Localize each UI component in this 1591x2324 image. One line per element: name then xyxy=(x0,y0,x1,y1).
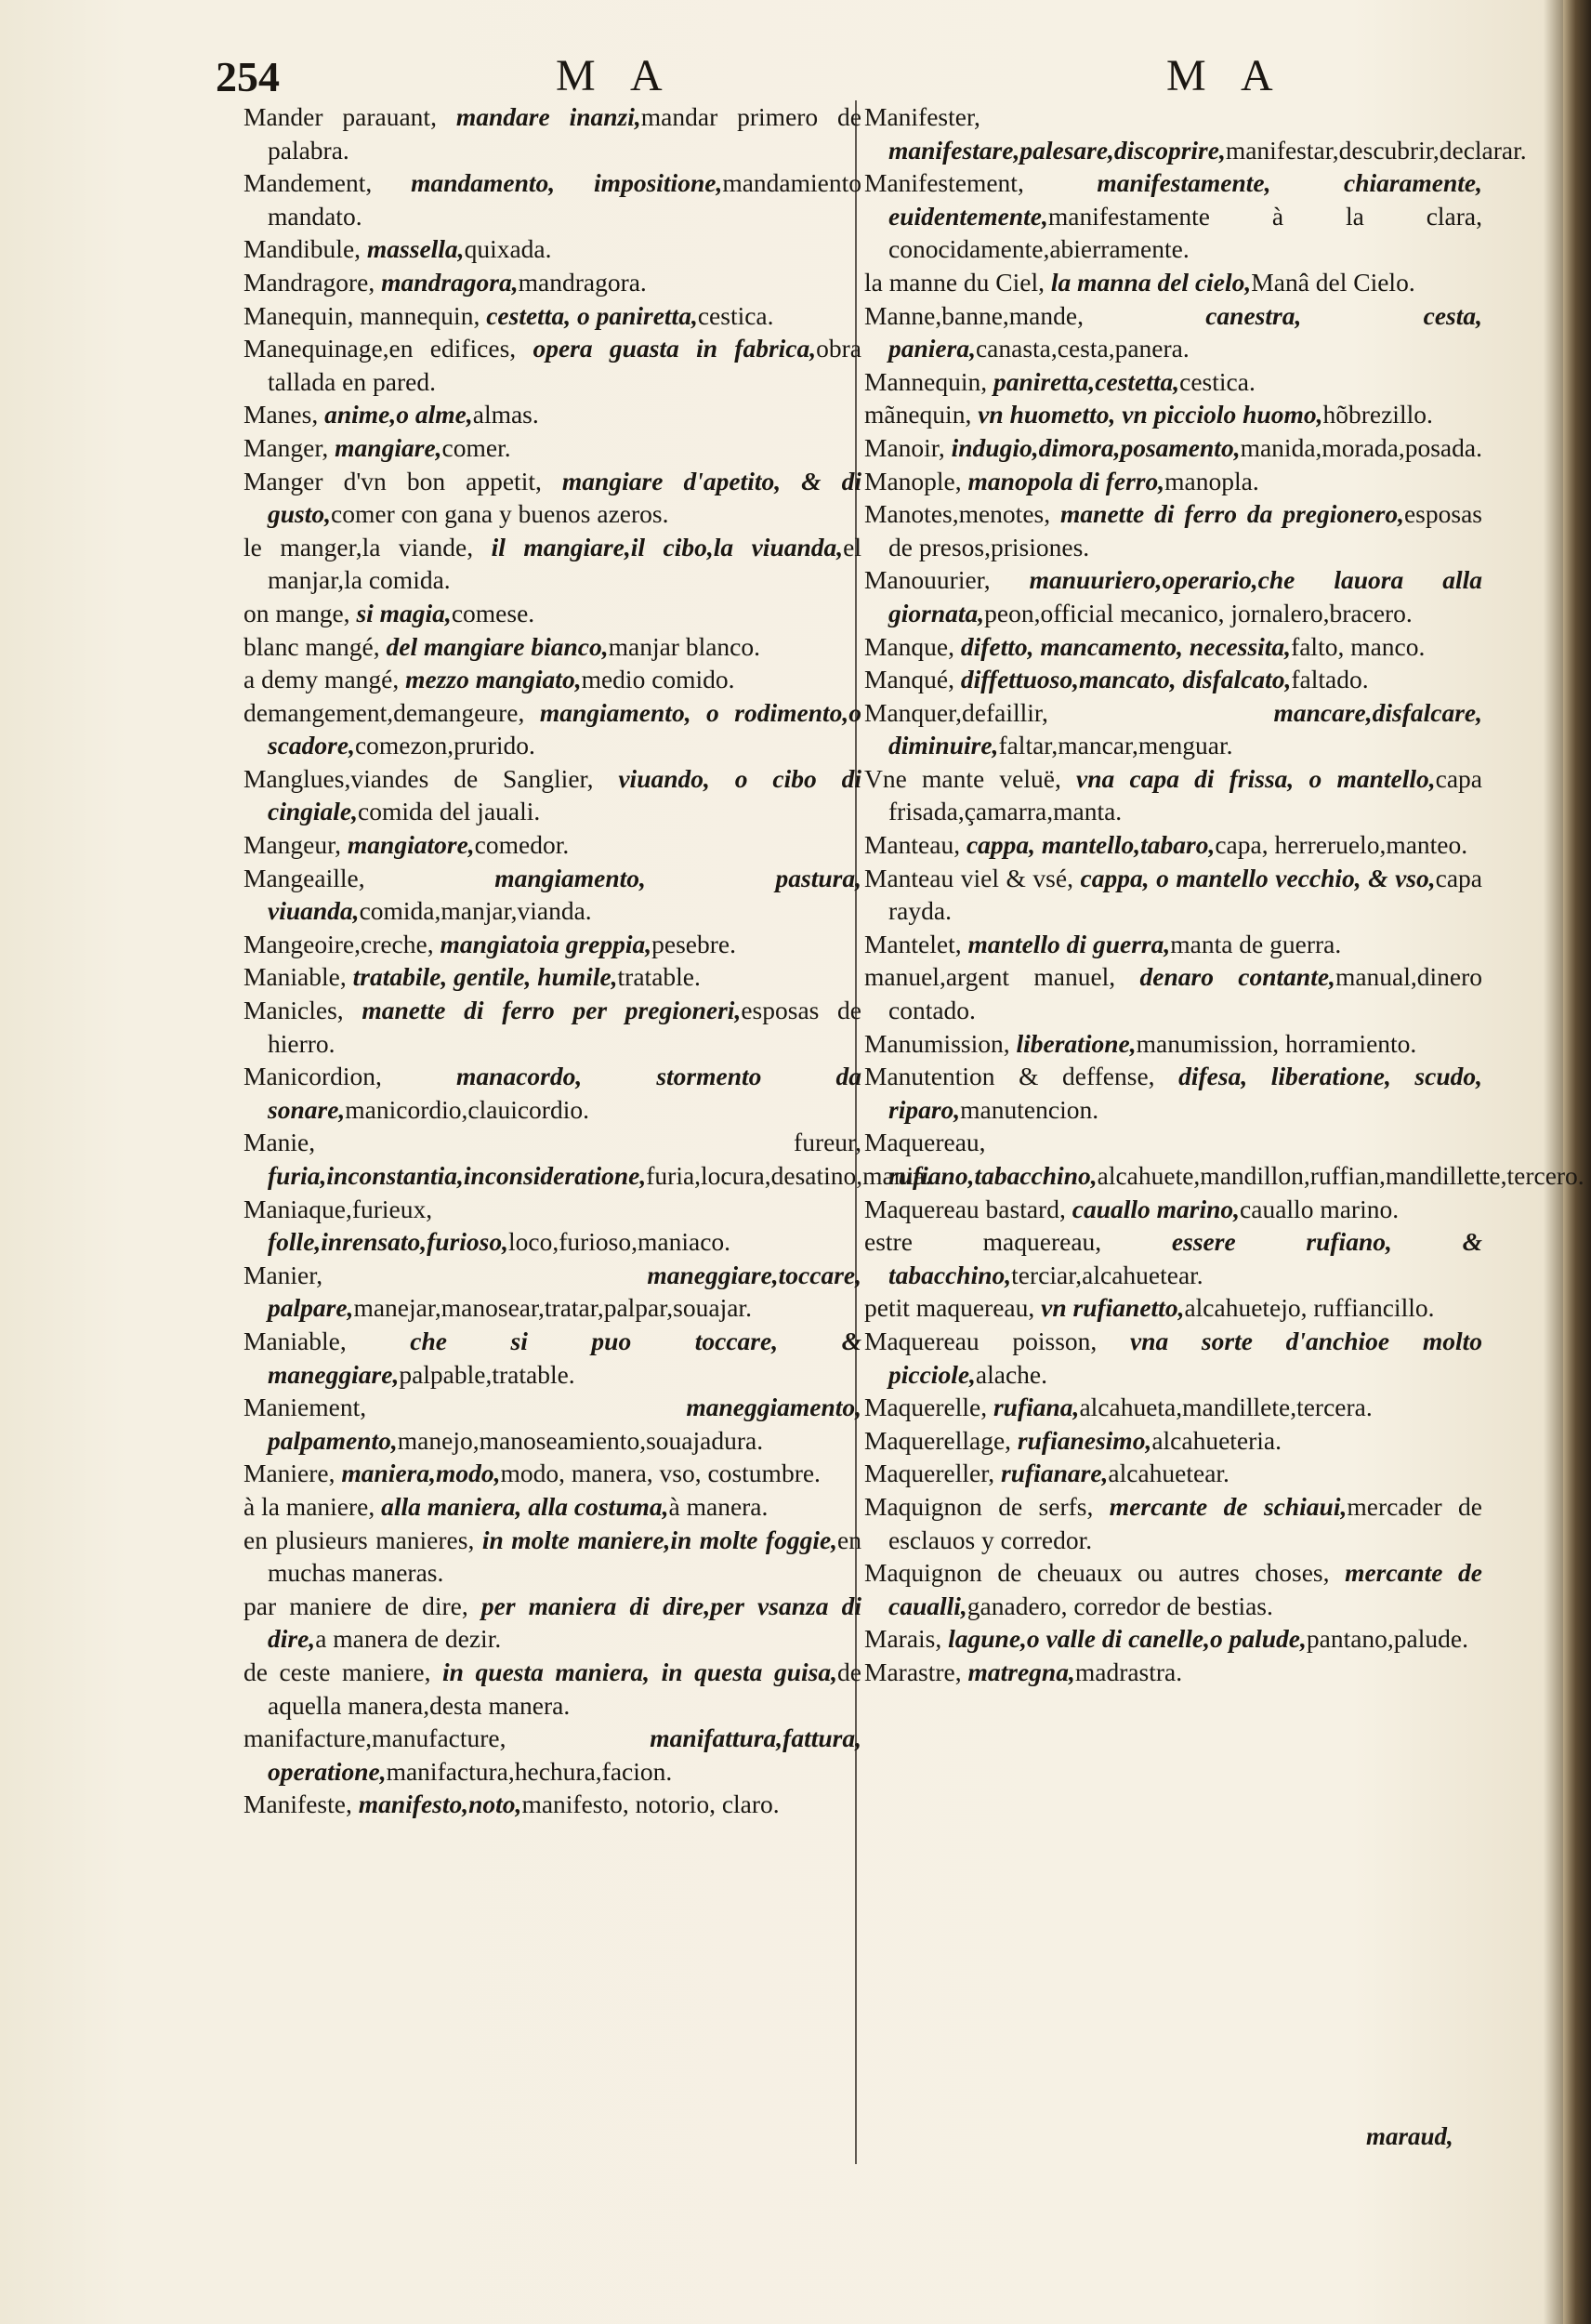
italian-translation: canestra, cesta, paniera, xyxy=(888,300,1482,363)
french-headword: Manicles, xyxy=(243,996,344,1025)
dictionary-entry xyxy=(243,828,861,862)
french-headword: Mandement, xyxy=(243,168,373,198)
italian-translation: mangiamento, o rodimento,o scadore, xyxy=(268,697,861,760)
dictionary-entry xyxy=(243,1524,861,1590)
french-headword: Manifeste, xyxy=(243,1789,352,1819)
spanish-translation: Manâ del Cielo. xyxy=(1251,267,1415,297)
spanish-translation: manifactura,hechura,facion. xyxy=(386,1756,673,1786)
italian-translation: mandamento, impositione, xyxy=(411,168,723,198)
french-headword: Manne,banne,mande, xyxy=(864,300,1084,330)
spanish-translation: manutencion. xyxy=(960,1094,1099,1124)
italian-translation: del mangiare bianco, xyxy=(386,631,609,661)
italian-translation: essere rufiano, & tabacchino, xyxy=(888,1227,1482,1289)
dictionary-entry xyxy=(243,1325,861,1391)
french-headword: Maniement, xyxy=(243,1393,367,1422)
french-headword: la manne du Ciel, xyxy=(864,267,1045,297)
french-headword: Mander parauant, xyxy=(243,102,437,131)
italian-translation: rufianesimo, xyxy=(1017,1425,1152,1455)
dictionary-entry xyxy=(864,166,1482,266)
spanish-translation: mercader de esclauos y corredor. xyxy=(888,1491,1482,1554)
italian-translation: mangiare d'apetito, & di gusto, xyxy=(268,466,862,529)
italian-translation: opera guasta in fabrica, xyxy=(533,334,817,363)
french-headword: blanc mangé, xyxy=(243,631,380,661)
french-headword: Manequinage,en edifices, xyxy=(243,334,517,363)
dictionary-entry xyxy=(864,431,1482,465)
french-headword: mãnequin, xyxy=(864,400,972,429)
spanish-translation: manopla. xyxy=(1164,466,1259,495)
spanish-translation: manida,morada,posada. xyxy=(1240,432,1482,462)
italian-translation: mercante de caualli, xyxy=(888,1558,1482,1620)
dictionary-entry xyxy=(243,696,861,762)
italian-translation: denaro contante, xyxy=(1139,962,1335,992)
spanish-translation: manifesto, notorio, claro. xyxy=(521,1789,780,1819)
dictionary-entry xyxy=(243,960,861,994)
dictionary-entry xyxy=(243,1722,861,1788)
french-headword: Manouurier, xyxy=(864,565,991,595)
italian-translation: mercante de schiaui, xyxy=(1109,1491,1348,1521)
spanish-translation: pesebre. xyxy=(651,929,736,958)
italian-translation: difesa, liberatione, scudo, riparo, xyxy=(888,1062,1482,1124)
french-headword: en plusieurs manieres, xyxy=(243,1525,475,1554)
dictionary-entry xyxy=(243,1656,861,1722)
french-headword: Manumission, xyxy=(864,1028,1010,1058)
spanish-translation: cauallo marino. xyxy=(1240,1194,1400,1223)
dictionary-entry xyxy=(864,1424,1482,1458)
spanish-translation: mandar primero de palabra. xyxy=(268,102,862,165)
italian-translation: maneggiamento, palpamento, xyxy=(268,1393,861,1455)
french-headword: Maniere, xyxy=(243,1459,335,1488)
italian-translation: matregna, xyxy=(967,1657,1075,1686)
dictionary-entry xyxy=(243,332,861,398)
italian-translation: mangiatoia greppia, xyxy=(440,929,652,958)
dictionary-entry xyxy=(243,531,861,597)
dictionary-entry xyxy=(243,1457,861,1490)
spanish-translation: cestica. xyxy=(697,300,774,330)
italian-translation: che si puo toccare, & maneggiare, xyxy=(268,1326,861,1389)
french-headword: Manople, xyxy=(864,466,962,495)
french-headword: Manes, xyxy=(243,400,319,429)
dictionary-entry xyxy=(864,1027,1482,1061)
dictionary-entry xyxy=(243,431,861,465)
italian-translation: cappa, mantello,tabaro, xyxy=(966,830,1216,860)
french-headword: de ceste maniere, xyxy=(243,1657,431,1686)
spanish-translation: peon,official mecanico, jornalero,bracero. xyxy=(984,598,1413,627)
french-headword: Manutention & deffense, xyxy=(864,1062,1155,1091)
french-headword: Manteau, xyxy=(864,830,961,860)
spanish-translation: comer con gana y buenos azeros. xyxy=(331,499,669,529)
italian-translation: mantello di guerra, xyxy=(967,929,1171,958)
dictionary-entry xyxy=(864,928,1482,961)
spanish-translation: à manera. xyxy=(668,1491,769,1521)
dictionary-entry xyxy=(243,663,861,696)
spanish-translation: hõbrezillo. xyxy=(1322,400,1433,429)
dictionary-entry xyxy=(243,266,861,299)
dictionary-entry xyxy=(243,630,861,664)
dictionary-entry xyxy=(864,1457,1482,1490)
french-headword: Maquereller, xyxy=(864,1459,995,1488)
french-headword: Manger d'vn bon appetit, xyxy=(243,466,542,495)
italian-translation: massella, xyxy=(366,234,465,264)
dictionary-entry xyxy=(864,365,1482,399)
dictionary-entry xyxy=(864,1126,1584,1192)
running-head-left: M A xyxy=(556,51,676,100)
spanish-translation: loco,furioso,maniaco. xyxy=(508,1227,731,1257)
spanish-translation: canasta,cesta,panera. xyxy=(975,334,1190,363)
spanish-translation: pantano,palude. xyxy=(1306,1624,1468,1654)
french-headword: à la maniere, xyxy=(243,1491,375,1521)
french-headword: Mandibule, xyxy=(243,234,362,264)
italian-translation: mangiatore, xyxy=(347,830,475,860)
french-headword: Mangeoire,creche, xyxy=(243,929,434,958)
italian-translation: in questa maniera, in questa guisa, xyxy=(442,1657,838,1686)
dictionary-entry xyxy=(864,1656,1482,1689)
spanish-translation: faltar,mancar,menguar. xyxy=(998,731,1233,760)
dictionary-entry xyxy=(243,166,861,232)
french-headword: Maquerellage, xyxy=(864,1425,1012,1455)
spanish-translation: capa frisada,çamarra,manta. xyxy=(888,763,1482,826)
french-headword: Manicordion, xyxy=(243,1062,382,1091)
italian-translation: vn huometto, vn picciolo huomo, xyxy=(978,400,1323,429)
french-headword: Maquereau, xyxy=(864,1128,986,1157)
french-headword: manifacture,manufacture, xyxy=(243,1723,506,1753)
spanish-translation: alcahuetear. xyxy=(1108,1459,1229,1488)
french-headword: Vne mante veluë, xyxy=(864,763,1061,793)
spanish-translation: en muchas maneras. xyxy=(268,1525,862,1588)
italian-translation: vna capa di frissa, o mantello, xyxy=(1076,763,1436,793)
french-headword: Maniable, xyxy=(243,1326,347,1355)
french-headword: Manifestement, xyxy=(864,168,1024,198)
spanish-translation: manta de guerra. xyxy=(1170,929,1342,958)
dictionary-entry xyxy=(243,994,861,1060)
dictionary-entry xyxy=(864,630,1482,664)
italian-translation: mandragora, xyxy=(381,267,519,297)
spanish-translation: manifestamente à la clara, conocidamente,abierramente. xyxy=(888,201,1482,264)
spanish-translation: mandamiento mandato. xyxy=(268,168,862,231)
french-headword: a demy mangé, xyxy=(243,665,400,694)
dictionary-entry xyxy=(864,762,1482,828)
dictionary-entry xyxy=(864,1391,1482,1424)
french-headword: Manquer,defaillir, xyxy=(864,697,1048,727)
spanish-translation: capa, herreruelo,manteo. xyxy=(1215,830,1468,860)
dictionary-entry xyxy=(864,299,1482,365)
italian-translation: manifestamente, chiaramente, euidentemente, xyxy=(888,168,1482,231)
french-headword: Maquignon de serfs, xyxy=(864,1491,1094,1521)
dictionary-entry xyxy=(864,563,1482,629)
dictionary-entry xyxy=(243,1490,861,1524)
french-headword: Mangeaille, xyxy=(243,863,365,892)
dictionary-entry xyxy=(243,100,861,166)
dictionary-entry xyxy=(864,1622,1482,1656)
italian-translation: manifattura,fattura, operatione, xyxy=(268,1723,861,1786)
french-headword: Mangeur, xyxy=(243,830,342,860)
italian-translation: manette di ferro da pregionero, xyxy=(1060,499,1404,529)
french-headword: Manequin, mannequin, xyxy=(243,300,480,330)
spanish-translation: comida del jauali. xyxy=(358,797,541,826)
french-headword: petit maquereau, xyxy=(864,1293,1035,1323)
dictionary-entry xyxy=(243,1788,861,1821)
italian-translation: furia,inconstantia,inconsideratione, xyxy=(268,1161,647,1190)
spanish-translation: manejo,manoseamiento,souajadura. xyxy=(397,1425,764,1455)
french-headword: Mantelet, xyxy=(864,929,962,958)
spanish-translation: furia,locura,desatino,mania. xyxy=(646,1161,932,1190)
french-headword: Manglues,viandes de Sanglier, xyxy=(243,763,594,793)
italian-translation: rufiano,tabacchino, xyxy=(888,1161,1098,1190)
dictionary-entry xyxy=(864,266,1482,299)
spanish-translation: tratable. xyxy=(617,962,701,992)
italian-translation: alla maniera, alla costuma, xyxy=(381,1491,669,1521)
spanish-translation: esposas de presos,prisiones. xyxy=(888,499,1482,561)
italian-translation: manopola di ferro, xyxy=(967,466,1165,495)
dictionary-entry xyxy=(864,862,1482,928)
spanish-translation: el manjar,la comida. xyxy=(268,532,862,595)
spanish-translation: comida,manjar,vianda. xyxy=(359,896,592,926)
italian-translation: cappa, o mantello vecchio, & vso, xyxy=(1080,863,1436,892)
dictionary-entry xyxy=(864,663,1482,696)
italian-translation: manuuriero,operario,che lauora alla giornata, xyxy=(888,565,1482,627)
dictionary-entry xyxy=(864,960,1482,1026)
french-headword: Manteau viel & vsé, xyxy=(864,863,1073,892)
french-headword: Maquerelle, xyxy=(864,1393,988,1422)
dictionary-entry xyxy=(864,1490,1482,1556)
dictionary-entry xyxy=(864,100,1527,166)
spanish-translation: obra tallada en pared. xyxy=(268,334,862,396)
italian-translation: viuando, o cibo di cingiale, xyxy=(268,763,862,826)
french-headword: Manier, xyxy=(243,1260,323,1289)
french-headword: par maniere de dire, xyxy=(243,1591,468,1620)
spanish-translation: manifestar,descubrir,declarar. xyxy=(1225,135,1527,165)
spanish-translation: cestica. xyxy=(1179,366,1256,396)
french-headword: estre maquereau, xyxy=(864,1227,1102,1257)
catchword: maraud, xyxy=(1366,2122,1453,2150)
italian-translation: il mangiare,il cibo,la viuanda, xyxy=(491,532,844,561)
french-headword: Manoir, xyxy=(864,432,945,462)
spanish-translation: alcahuete,mandillon,ruffian,mandillette,tercero. xyxy=(1097,1161,1584,1190)
french-headword: Marais, xyxy=(864,1624,942,1654)
french-headword: Maquereau bastard, xyxy=(864,1194,1066,1223)
italian-translation: vn rufianetto, xyxy=(1041,1293,1185,1323)
italian-translation: manifesto,noto, xyxy=(358,1789,522,1819)
dictionary-entry xyxy=(864,1325,1482,1391)
italian-translation: la manna del cielo, xyxy=(1050,267,1252,297)
spanish-translation: manejar,manosear,tratar,palpar,souajar. xyxy=(353,1293,752,1323)
dictionary-entry xyxy=(243,1391,861,1457)
spanish-translation: manicordio,clauicordio. xyxy=(345,1094,589,1124)
dictionary-entry xyxy=(243,232,861,266)
spanish-translation: terciar,alcahuetear. xyxy=(1011,1260,1203,1289)
dictionary-entry xyxy=(243,1193,861,1259)
italian-translation: liberatione, xyxy=(1016,1028,1137,1058)
dictionary-entry xyxy=(243,299,861,333)
italian-translation: maneggiare,toccare, palpare, xyxy=(268,1260,861,1323)
italian-translation: rufiana, xyxy=(993,1393,1080,1422)
dictionary-entry xyxy=(864,1225,1482,1291)
italian-translation: cauallo marino, xyxy=(1072,1194,1241,1223)
dictionary-entry xyxy=(864,828,1482,862)
dictionary-entry xyxy=(864,1060,1482,1126)
french-headword: Mandragore, xyxy=(243,267,375,297)
dictionary-entry xyxy=(243,862,861,928)
spanish-translation: alache. xyxy=(975,1359,1048,1389)
spanish-translation: madrastra. xyxy=(1074,1657,1183,1686)
italian-translation: maniera,modo, xyxy=(341,1459,501,1488)
italian-translation: rufianare, xyxy=(1001,1459,1109,1488)
dictionary-entry xyxy=(243,597,861,630)
french-headword: Maniable, xyxy=(243,962,347,992)
page-number: 254 xyxy=(216,53,280,100)
dictionary-entry xyxy=(243,928,861,961)
spanish-translation: falto, manco. xyxy=(1291,631,1426,661)
italian-translation: anime,o alme, xyxy=(324,400,473,429)
french-headword: manuel,argent manuel, xyxy=(864,962,1116,992)
italian-translation: mancare,disfalcare, diminuire, xyxy=(888,697,1482,760)
spanish-translation: palpable,tratable. xyxy=(399,1359,575,1389)
italian-translation: cestetta, o paniretta, xyxy=(486,300,698,330)
spanish-translation: comese. xyxy=(451,598,535,627)
spanish-translation: faltado. xyxy=(1291,665,1369,694)
italian-translation: folle,inrensato,furioso, xyxy=(268,1227,508,1257)
italian-translation: in molte maniere,in molte foggie, xyxy=(481,1525,838,1554)
french-headword: Maquignon de cheuaux ou autres choses, xyxy=(864,1558,1330,1588)
french-headword: demangement,demangeure, xyxy=(243,697,525,727)
spanish-translation: alcahueteria. xyxy=(1151,1425,1282,1455)
spanish-translation: mandragora. xyxy=(518,267,647,297)
italian-translation: mandare inanzi, xyxy=(455,102,641,131)
italian-translation: tratabile, gentile, humile, xyxy=(352,962,618,992)
italian-translation: paniretta,cestetta, xyxy=(993,366,1180,396)
page-header xyxy=(0,43,1591,108)
italian-translation: mezzo mangiato, xyxy=(405,665,582,694)
french-headword: Maniaque,furieux, xyxy=(243,1194,433,1223)
spanish-translation: a manera de dezir. xyxy=(315,1624,502,1654)
italian-translation: lagune,o valle di canelle,o palude, xyxy=(948,1624,1307,1654)
spanish-translation: quixada. xyxy=(464,234,552,264)
italian-translation: indugio,dimora,posamento, xyxy=(951,432,1241,462)
italian-translation: manifestare,palesare,discoprire, xyxy=(888,135,1226,165)
dictionary-entry xyxy=(864,1556,1482,1622)
spanish-translation: manual,dinero contado. xyxy=(888,962,1483,1025)
spanish-translation: almas. xyxy=(472,400,539,429)
spanish-translation: de aquella manera,desta manera. xyxy=(268,1657,861,1720)
dictionary-entry xyxy=(864,465,1482,498)
french-headword: Manqué, xyxy=(864,665,954,694)
french-headword: Manger, xyxy=(243,432,329,462)
dictionary-entry xyxy=(243,465,861,531)
dictionary-entry xyxy=(864,1291,1482,1325)
dictionary-entry xyxy=(864,398,1482,431)
spanish-translation: comedor. xyxy=(474,830,570,860)
italian-translation: vna sorte d'anchioe molto picciole, xyxy=(888,1326,1482,1389)
running-head-right: M A xyxy=(1166,51,1286,100)
spanish-translation: alcahuetejo, ruffiancillo. xyxy=(1184,1293,1435,1323)
french-headword: Maquereau poisson, xyxy=(864,1326,1098,1355)
italian-translation: mangiamento, pastura, viuanda, xyxy=(268,863,861,926)
italian-translation: si magia, xyxy=(356,598,452,627)
french-headword: Manotes,menotes, xyxy=(864,499,1051,529)
spanish-translation: manumission, horramiento. xyxy=(1136,1028,1417,1058)
italian-translation: manette di ferro per pregioneri, xyxy=(362,996,742,1025)
french-headword: Manie, fureur, xyxy=(243,1128,861,1157)
dictionary-entry xyxy=(243,1060,861,1126)
french-headword: Mannequin, xyxy=(864,366,988,396)
italian-translation: manacordo, stormento da sonare, xyxy=(268,1062,862,1124)
italian-translation: diffettuoso,mancato, disfalcato, xyxy=(960,665,1292,694)
spanish-translation: manjar blanco. xyxy=(608,631,760,661)
spanish-translation: comer. xyxy=(441,432,511,462)
french-headword: Manque, xyxy=(864,631,954,661)
right-column xyxy=(864,100,1584,1689)
spanish-translation: medio comido. xyxy=(581,665,735,694)
dictionary-entry xyxy=(243,1590,861,1656)
dictionary-entry xyxy=(243,1259,861,1325)
italian-translation: difetto, mancamento, necessita, xyxy=(960,631,1292,661)
dictionary-entry xyxy=(243,762,861,828)
spanish-translation: alcahueta,mandillete,tercera. xyxy=(1079,1393,1373,1422)
spanish-translation: esposas de hierro. xyxy=(268,996,861,1058)
french-headword: Marastre, xyxy=(864,1657,962,1686)
spanish-translation: ganadero, corredor de bestias. xyxy=(966,1591,1273,1620)
spanish-translation: comezon,prurido. xyxy=(354,731,535,760)
french-headword: Manifester, xyxy=(864,102,980,131)
italian-translation: mangiare, xyxy=(335,432,442,462)
italian-translation: per maniera di dire,per vsanza di dire, xyxy=(268,1591,862,1654)
dictionary-entry xyxy=(243,398,861,431)
spanish-translation: capa rayda. xyxy=(888,863,1483,926)
spanish-translation: modo, manera, vso, costumbre. xyxy=(500,1459,821,1488)
dictionary-entry xyxy=(864,696,1482,762)
dictionary-entry xyxy=(864,497,1482,563)
dictionary-entry xyxy=(864,1193,1482,1226)
french-headword: on mange, xyxy=(243,598,350,627)
french-headword: le manger,la viande, xyxy=(243,532,474,561)
